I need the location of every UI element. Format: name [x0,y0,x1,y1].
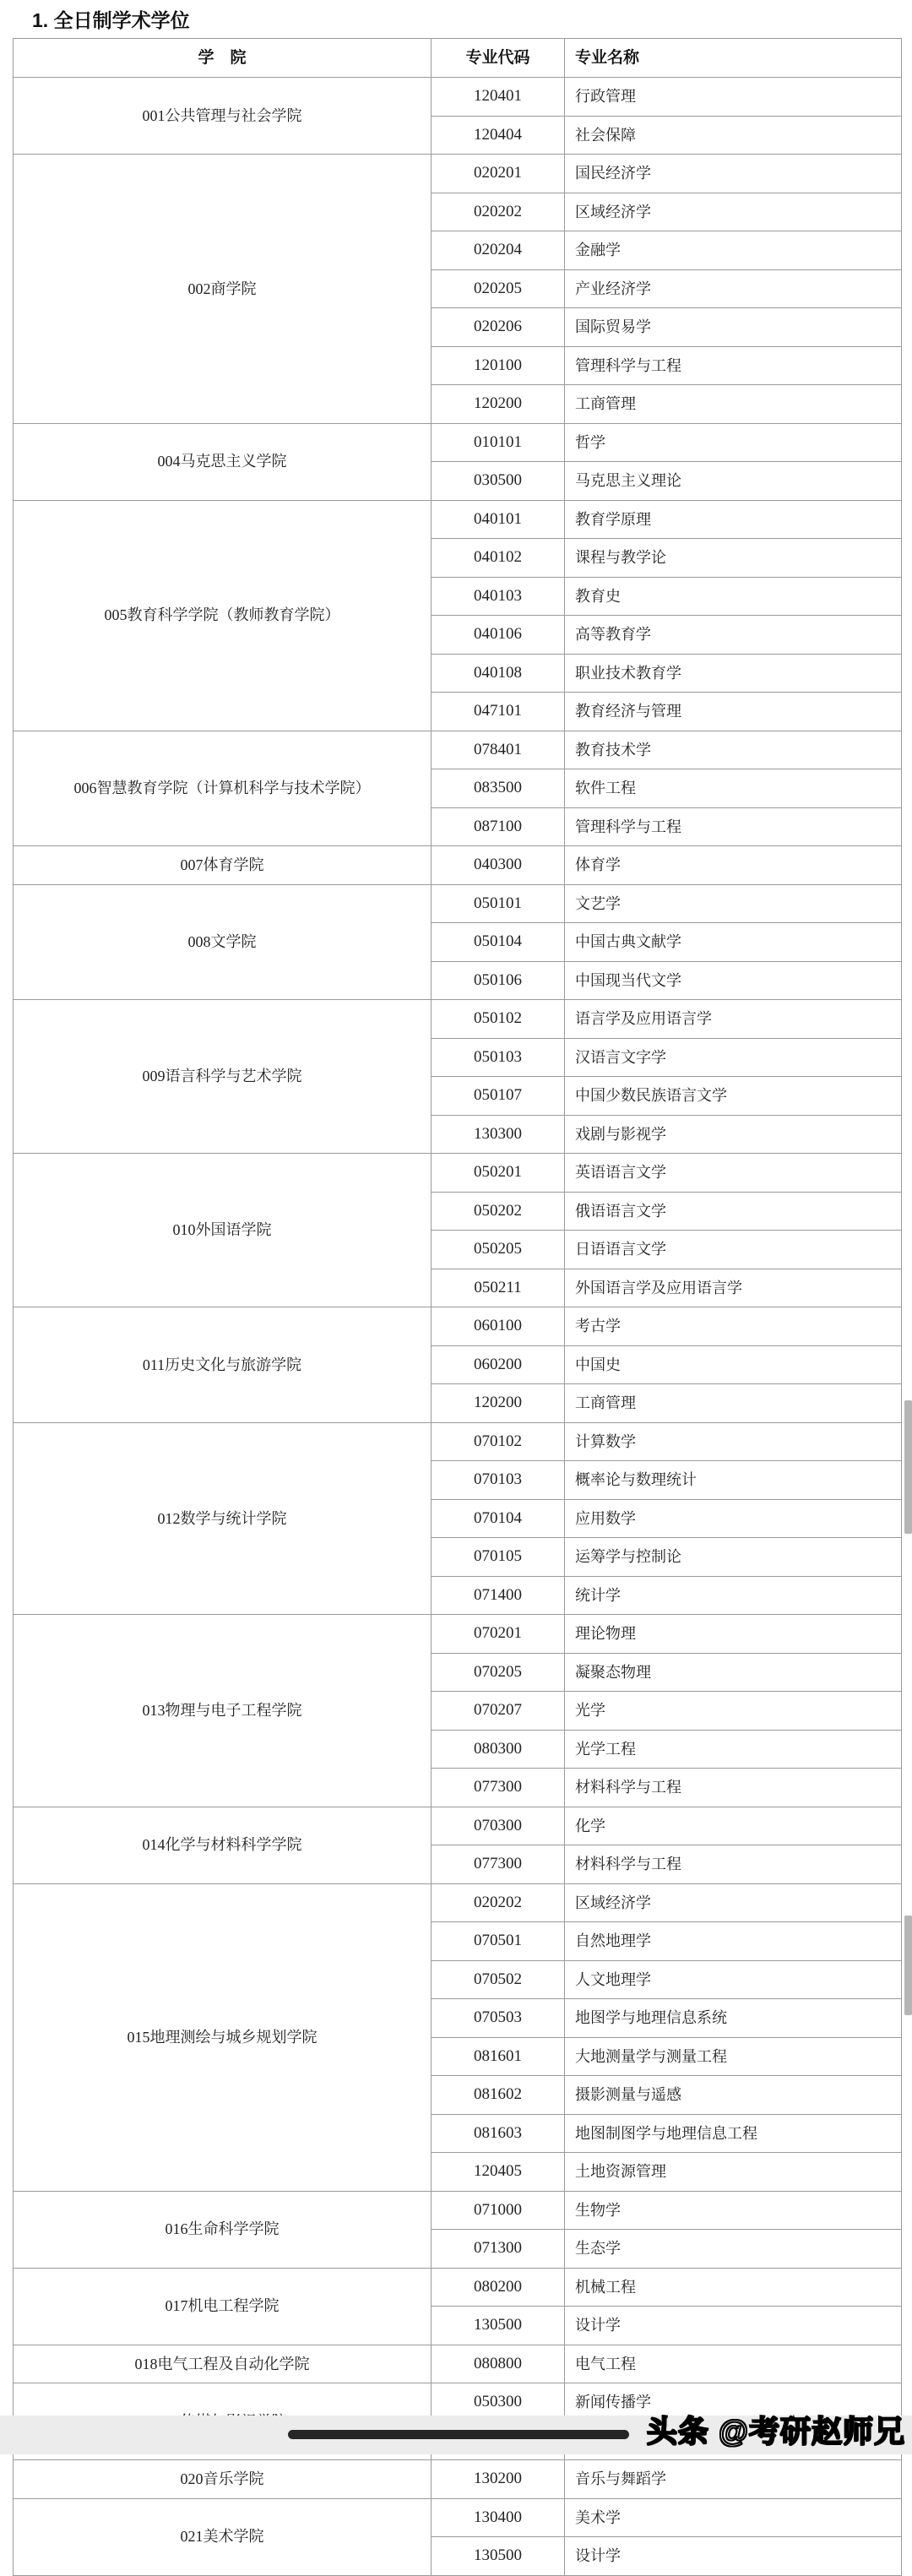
major-code-cell: 040103 [432,577,565,616]
major-name-cell: 工商管理 [565,385,902,424]
major-code-cell: 077300 [432,1769,565,1807]
major-name-cell: 哲学 [565,423,902,462]
major-name-cell: 区域经济学 [565,193,902,231]
major-name-cell: 新闻传播学 [565,2383,902,2422]
major-name-cell: 区域经济学 [565,1883,902,1922]
college-cell: 006智慧教育学院（计算机科学与技术学院） [14,731,432,846]
major-code-cell: 120405 [432,2153,565,2192]
college-cell: 015地理测绘与城乡规划学院 [14,1883,432,2191]
major-name-cell: 光学 [565,1692,902,1731]
major-name-cell: 教育史 [565,577,902,616]
major-name-cell: 计算数学 [565,1422,902,1461]
major-code-cell: 070207 [432,1692,565,1731]
table-row [14,78,902,117]
major-code-cell: 130200 [432,2460,565,2499]
watermark: 头条 @考研赵师兄 [646,2414,905,2448]
major-code-cell: 120100 [432,346,565,385]
major-code-cell: 070501 [432,1922,565,1961]
table-row [14,1883,902,1922]
table-row [14,2498,902,2537]
major-name-cell: 教育技术学 [565,731,902,769]
major-code-cell: 130400 [432,2498,565,2537]
major-code-cell: 020204 [432,231,565,270]
major-code-cell: 050300 [432,2383,565,2422]
table-row [14,884,902,923]
major-name-cell: 高等教育学 [565,616,902,655]
table-row [14,1807,902,1845]
header-college: 学 院 [14,39,432,78]
table-row [14,731,902,769]
major-name-cell: 材料科学与工程 [565,1769,902,1807]
major-name-cell: 设计学 [565,2307,902,2345]
major-name-cell: 中国少数民族语言文学 [565,1077,902,1116]
major-code-cell: 040300 [432,846,565,885]
major-name-cell: 化学 [565,1807,902,1845]
major-code-cell: 020201 [432,155,565,193]
major-code-cell: 071400 [432,1576,565,1615]
major-code-cell: 120200 [432,385,565,424]
college-cell: 021美术学院 [14,2498,432,2575]
major-name-cell: 统计学 [565,1576,902,1615]
major-code-cell: 120200 [432,1384,565,1423]
major-code-cell: 083500 [432,769,565,808]
major-code-cell: 081602 [432,2076,565,2115]
table-body [14,78,902,2576]
major-code-cell: 030500 [432,462,565,501]
college-cell: 011历史文化与旅游学院 [14,1307,432,1423]
header-major: 专业名称 [565,39,902,78]
table-row [14,1307,902,1346]
major-name-cell: 光学工程 [565,1730,902,1769]
table-row [14,1422,902,1461]
major-name-cell: 美术学 [565,2498,902,2537]
college-cell: 007体育学院 [14,846,432,885]
college-cell: 018电气工程及自动化学院 [14,2345,432,2383]
major-code-cell: 050107 [432,1077,565,1116]
major-name-cell: 戏剧与影视学 [565,1115,902,1154]
major-name-cell: 自然地理学 [565,1922,902,1961]
major-name-cell: 中国史 [565,1345,902,1384]
college-cell: 017机电工程学院 [14,2268,432,2345]
major-code-cell: 120404 [432,116,565,155]
table-row [14,423,902,462]
major-code-cell: 070104 [432,1499,565,1538]
major-name-cell: 设计学 [565,2537,902,2576]
major-code-cell: 070102 [432,1422,565,1461]
major-name-cell: 管理科学与工程 [565,346,902,385]
major-code-cell: 070201 [432,1615,565,1654]
degree-table [13,38,902,2576]
major-name-cell: 行政管理 [565,78,902,117]
college-cell: 016生命科学学院 [14,2191,432,2268]
major-name-cell: 人文地理学 [565,1960,902,1999]
major-code-cell: 080300 [432,1730,565,1769]
major-code-cell: 050101 [432,884,565,923]
major-code-cell: 071300 [432,2230,565,2269]
major-name-cell: 生态学 [565,2230,902,2269]
page-title: 1. 全日制学术学位 [32,9,190,31]
major-code-cell: 050104 [432,923,565,962]
major-name-cell: 汉语言文字学 [565,1038,902,1077]
table-row [14,500,902,539]
table-row [14,2268,902,2307]
scrollbar-thumb-lower[interactable] [904,1916,912,2015]
college-cell: 020音乐学院 [14,2460,432,2499]
major-code-cell: 050205 [432,1231,565,1269]
bottom-progress-bar[interactable] [288,2430,629,2439]
major-code-cell: 050103 [432,1038,565,1077]
major-code-cell: 040108 [432,654,565,693]
college-cell: 010外国语学院 [14,1154,432,1307]
major-name-cell: 凝聚态物理 [565,1653,902,1692]
major-name-cell: 理论物理 [565,1615,902,1654]
major-code-cell: 120401 [432,78,565,117]
table-row [14,155,902,193]
table-row [14,846,902,885]
major-code-cell: 087100 [432,807,565,846]
major-name-cell: 文艺学 [565,884,902,923]
college-cell: 009语言科学与艺术学院 [14,1000,432,1154]
major-name-cell: 国际贸易学 [565,308,902,347]
major-code-cell: 070502 [432,1960,565,1999]
major-name-cell: 运筹学与控制论 [565,1538,902,1577]
major-code-cell: 070300 [432,1807,565,1845]
major-code-cell: 070503 [432,1999,565,2038]
major-name-cell: 中国现当代文学 [565,961,902,1000]
major-name-cell: 语言学及应用语言学 [565,1000,902,1039]
major-code-cell: 077300 [432,1845,565,1884]
major-code-cell: 080800 [432,2345,565,2383]
major-code-cell: 047101 [432,693,565,731]
major-name-cell: 日语语言文学 [565,1231,902,1269]
major-code-cell: 080200 [432,2268,565,2307]
major-code-cell: 020206 [432,308,565,347]
major-code-cell: 040106 [432,616,565,655]
major-code-cell: 130500 [432,2537,565,2576]
table-row [14,1154,902,1193]
major-name-cell: 俄语语言文学 [565,1192,902,1231]
table-header-row [14,39,902,78]
major-name-cell: 马克思主义理论 [565,462,902,501]
major-name-cell: 音乐与舞蹈学 [565,2460,902,2499]
major-code-cell: 050202 [432,1192,565,1231]
major-code-cell: 078401 [432,731,565,769]
major-code-cell: 010101 [432,423,565,462]
major-code-cell: 130500 [432,2307,565,2345]
major-name-cell: 教育经济与管理 [565,693,902,731]
major-code-cell: 060100 [432,1307,565,1346]
major-name-cell: 生物学 [565,2191,902,2230]
major-name-cell: 工商管理 [565,1384,902,1423]
major-name-cell: 体育学 [565,846,902,885]
major-name-cell: 社会保障 [565,116,902,155]
college-cell: 014化学与材料科学学院 [14,1807,432,1883]
college-cell: 002商学院 [14,155,432,424]
table-row [14,2191,902,2230]
major-code-cell: 070103 [432,1461,565,1500]
major-name-cell: 电气工程 [565,2345,902,2383]
table-row [14,1000,902,1039]
college-cell: 005教育科学学院（教师教育学院） [14,500,432,731]
major-code-cell: 020202 [432,193,565,231]
major-name-cell: 国民经济学 [565,155,902,193]
major-name-cell: 金融学 [565,231,902,270]
table-row [14,1615,902,1654]
major-code-cell: 071000 [432,2191,565,2230]
major-name-cell: 大地测量学与测量工程 [565,2037,902,2076]
major-name-cell: 管理科学与工程 [565,807,902,846]
major-code-cell: 050106 [432,961,565,1000]
major-code-cell: 020205 [432,269,565,308]
major-name-cell: 材料科学与工程 [565,1845,902,1884]
major-name-cell: 产业经济学 [565,269,902,308]
major-code-cell: 081601 [432,2037,565,2076]
major-name-cell: 土地资源管理 [565,2153,902,2192]
major-name-cell: 职业技术教育学 [565,654,902,693]
scrollbar-thumb-upper[interactable] [904,1400,912,1534]
major-name-cell: 应用数学 [565,1499,902,1538]
major-name-cell: 机械工程 [565,2268,902,2307]
major-name-cell: 教育学原理 [565,500,902,539]
major-name-cell: 软件工程 [565,769,902,808]
college-cell: 004马克思主义学院 [14,423,432,500]
college-cell: 012数学与统计学院 [14,1422,432,1615]
major-name-cell: 外国语言学及应用语言学 [565,1269,902,1307]
major-code-cell: 040102 [432,539,565,578]
major-code-cell: 130300 [432,1115,565,1154]
major-name-cell: 地图学与地理信息系统 [565,1999,902,2038]
major-code-cell: 081603 [432,2114,565,2153]
major-code-cell: 070105 [432,1538,565,1577]
major-code-cell: 070205 [432,1653,565,1692]
major-name-cell: 地图制图学与地理信息工程 [565,2114,902,2153]
college-cell: 008文学院 [14,884,432,1000]
college-cell: 013物理与电子工程学院 [14,1615,432,1807]
major-code-cell: 050102 [432,1000,565,1039]
major-name-cell: 概率论与数理统计 [565,1461,902,1500]
major-code-cell: 020202 [432,1883,565,1922]
major-code-cell: 060200 [432,1345,565,1384]
table-row [14,2460,902,2499]
major-name-cell: 中国古典文献学 [565,923,902,962]
major-code-cell: 050211 [432,1269,565,1307]
header-code: 专业代码 [432,39,565,78]
college-cell: 001公共管理与社会学院 [14,78,432,155]
major-name-cell: 摄影测量与遥感 [565,2076,902,2115]
major-name-cell: 课程与教学论 [565,539,902,578]
major-code-cell: 050201 [432,1154,565,1193]
major-name-cell: 考古学 [565,1307,902,1346]
table-row [14,2345,902,2383]
major-code-cell: 040101 [432,500,565,539]
major-name-cell: 英语语言文学 [565,1154,902,1193]
